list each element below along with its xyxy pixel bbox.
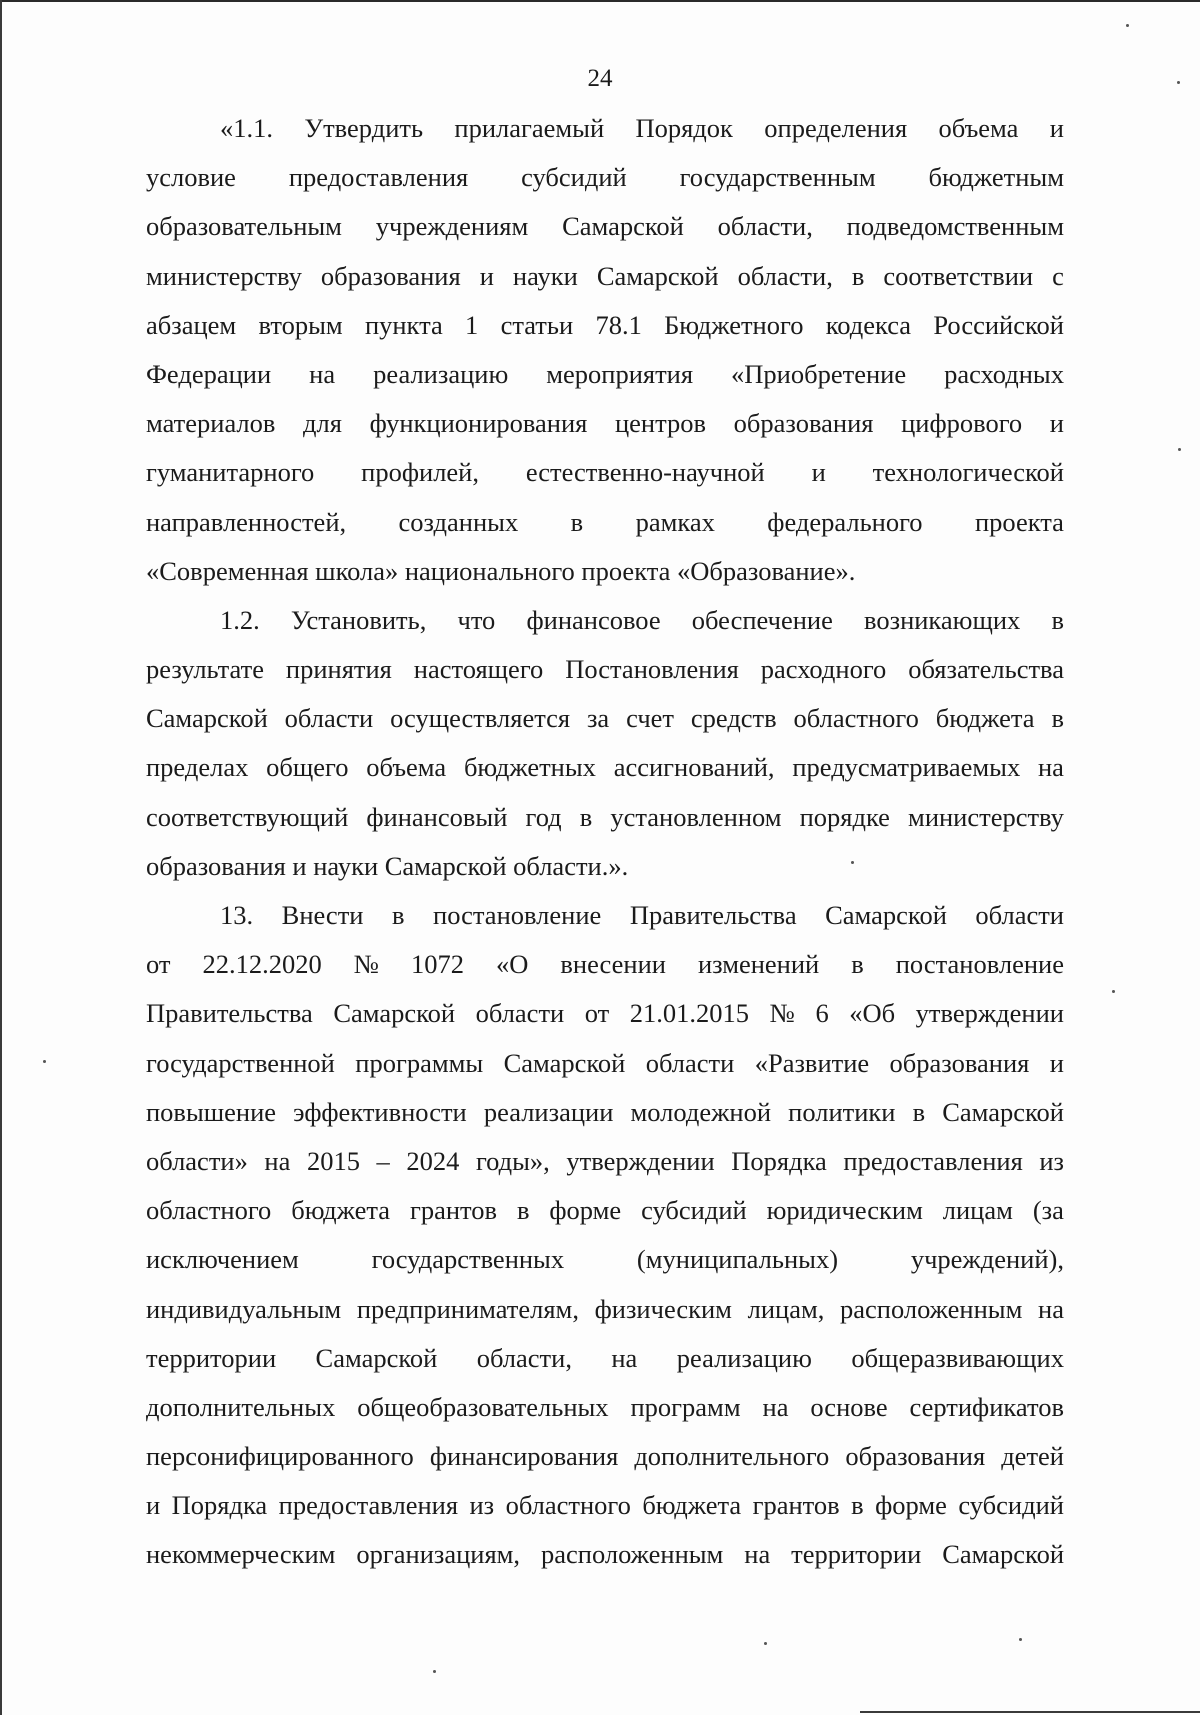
text-word: финансирования: [429, 1441, 619, 1472]
text-line: [146, 743, 1064, 792]
text-word: 2024: [406, 1145, 460, 1176]
text-word: повышение: [146, 1096, 277, 1127]
text-word: условие: [146, 162, 236, 193]
text-word: (за: [1032, 1195, 1064, 1226]
text-word: соответствии: [883, 260, 1034, 291]
text-word: абзацем: [146, 309, 237, 340]
text-word: осуществляется: [390, 703, 571, 734]
text-word: предоставления: [288, 162, 469, 193]
text-word: в: [851, 260, 865, 291]
text-word: из: [1039, 1145, 1064, 1176]
text-line: [146, 1432, 1064, 1481]
text-word: государственной: [146, 1047, 335, 1078]
text-word: кодекса: [825, 309, 912, 340]
text-word: в: [851, 949, 864, 980]
text-word: и: [1049, 1047, 1064, 1078]
text-word: юридическим: [766, 1195, 923, 1226]
text-word: образования: [733, 408, 874, 439]
text-word: 22.12.2020: [202, 949, 322, 980]
text-word: постановление: [895, 949, 1064, 980]
text-word: обязательства: [908, 654, 1064, 685]
scan-speck: [43, 1060, 46, 1063]
text-word: финансовое: [526, 604, 661, 635]
text-word: соответствующий: [146, 801, 349, 832]
text-line: [146, 1481, 1064, 1530]
text-word: в: [851, 1490, 864, 1521]
text-word: определения: [764, 113, 908, 143]
text-word: программ: [630, 1391, 741, 1422]
text-word: объема: [938, 113, 1019, 143]
text-word: установленном: [610, 801, 782, 832]
text-word: финансовый: [366, 801, 508, 832]
text-word: и: [1049, 408, 1064, 439]
text-word: исключением: [146, 1244, 299, 1275]
scan-speck: [764, 1642, 767, 1645]
text-word: на: [762, 1391, 789, 1422]
text-word: гуманитарного: [146, 457, 315, 488]
text-word: от: [146, 949, 171, 980]
text-word: рамках: [635, 506, 715, 537]
text-word: Самарской: [942, 1539, 1064, 1570]
text-word: изменений: [697, 949, 820, 980]
text-word: что: [457, 604, 496, 635]
text-word: областного: [146, 1195, 272, 1226]
text-word: статьи: [500, 309, 574, 340]
text-word: Федерации: [146, 358, 272, 389]
text-word: с: [1052, 260, 1064, 291]
text-word: –: [376, 1145, 390, 1176]
text-word: внесении: [560, 949, 666, 980]
text-word: предоставления: [278, 1490, 459, 1521]
text-word: 1072: [411, 949, 465, 980]
text-word: предусматриваемых: [792, 752, 1021, 783]
text-word: эффективности: [293, 1096, 467, 1127]
text-word: из: [469, 1490, 495, 1521]
text-word: территории: [791, 1539, 922, 1570]
text-word: области: [975, 900, 1064, 930]
text-word: для: [303, 408, 342, 439]
text-line: [146, 989, 1064, 1038]
text-word: детей: [1001, 1441, 1064, 1472]
text-line: [146, 1235, 1064, 1284]
text-line: [146, 1137, 1064, 1186]
text-word: «Развитие: [754, 1047, 870, 1078]
text-word: бюджета: [935, 703, 1035, 734]
text-word: естественно-научной: [525, 457, 765, 488]
text-word: Порядка: [171, 1490, 268, 1521]
text-word: от: [584, 998, 610, 1029]
text-line: [146, 202, 1064, 251]
text-word: на: [309, 358, 336, 389]
text-word: форме: [875, 1490, 947, 1521]
text-word: образования: [845, 1441, 986, 1472]
document-body: [146, 104, 1064, 1580]
text-word: области,: [737, 260, 833, 291]
text-line: [146, 645, 1064, 694]
text-word: годы»,: [475, 1145, 550, 1176]
text-word: ассигнований,: [613, 752, 775, 783]
scan-speck: [1112, 990, 1115, 993]
text-word: в: [1051, 604, 1064, 635]
text-word: молодежной: [630, 1096, 772, 1127]
text-word: реализации: [483, 1096, 614, 1127]
text-line: [146, 891, 1064, 940]
text-word: Самарской: [315, 1342, 438, 1373]
text-word: Правительства: [146, 998, 313, 1029]
text-line: [146, 1285, 1064, 1334]
text-line: [146, 301, 1064, 350]
text-word: лицам: [942, 1195, 1013, 1226]
text-word: Самарской: [942, 1096, 1064, 1127]
text-word: Самарской: [333, 998, 456, 1029]
text-word: персонифицированного: [146, 1441, 414, 1472]
text-word: на: [744, 1539, 771, 1570]
text-word: бюджетных: [463, 752, 596, 783]
text-word: обеспечение: [691, 604, 833, 635]
text-line: [146, 498, 1064, 547]
text-word: образовательным: [146, 211, 342, 242]
text-line: [146, 104, 1064, 153]
text-word: мероприятия: [546, 358, 694, 389]
text-line: [146, 1334, 1064, 1383]
text-word: средств: [690, 703, 777, 734]
text-word: 2015: [306, 1145, 360, 1176]
text-word: на: [264, 1145, 291, 1176]
text-word: в: [392, 900, 405, 930]
text-word: бюджета: [291, 1195, 391, 1226]
text-word: субсидий: [958, 1490, 1064, 1521]
text-word: в: [579, 801, 593, 832]
scan-speck: [1126, 24, 1129, 27]
scan-speck: [851, 861, 854, 864]
text-word: федерального: [767, 506, 923, 537]
text-word: Внести: [281, 900, 364, 930]
text-word: 6: [815, 998, 829, 1029]
text-word: расходных: [944, 358, 1064, 389]
text-word: области,: [476, 1342, 572, 1373]
text-word: некоммерческим: [146, 1539, 336, 1570]
text-line: [146, 694, 1064, 743]
text-word: пределах: [146, 752, 249, 783]
text-word: вторым: [258, 309, 343, 340]
text-word: в: [912, 1096, 926, 1127]
text-word: предпринимателям,: [356, 1293, 579, 1324]
text-word: субсидий: [521, 162, 627, 193]
text-word: форме: [549, 1195, 622, 1226]
text-word: 13.: [220, 900, 254, 930]
left-edge-rule: [0, 0, 2, 1715]
text-word: Самарской: [562, 211, 684, 242]
text-word: и: [479, 260, 494, 291]
text-word: №: [769, 998, 795, 1029]
text-line: [146, 252, 1064, 301]
text-word: на: [1038, 1293, 1064, 1324]
text-word: профилей,: [361, 457, 479, 488]
text-line: [146, 350, 1064, 399]
text-word: грантов: [409, 1195, 498, 1226]
text-word: реализацию: [373, 358, 509, 389]
text-word: территории: [146, 1342, 277, 1373]
text-line: [146, 1186, 1064, 1235]
text-word: сертификатов: [909, 1391, 1064, 1422]
scan-speck: [1019, 1638, 1022, 1641]
text-line: [146, 940, 1064, 989]
text-word: программы: [355, 1047, 484, 1078]
text-word: цифрового: [901, 408, 1023, 439]
text-word: Постановления: [565, 654, 739, 685]
text-word: науки: [512, 260, 578, 291]
text-word: расходного: [760, 654, 887, 685]
text-line: [146, 1530, 1064, 1579]
bottom-edge-rule: [860, 1711, 1200, 1713]
text-line: [146, 1039, 1064, 1088]
text-word: предоставления: [843, 1145, 1023, 1176]
text-word: порядке: [799, 801, 890, 832]
text-word: учреждениям: [375, 211, 529, 242]
text-word: 1: [465, 309, 479, 340]
text-word: прилагаемый: [454, 113, 605, 143]
text-line: [146, 793, 1064, 842]
text-word: политики: [788, 1096, 896, 1127]
text-word: бюджетным: [928, 162, 1064, 193]
text-line: «Современная школа» национального проекта «Образование».: [146, 555, 856, 586]
text-word: дополнительного: [634, 1441, 830, 1472]
text-word: Российской: [933, 309, 1064, 340]
text-word: №: [353, 949, 380, 980]
text-word: грантов: [752, 1490, 840, 1521]
text-word: утверждении: [915, 998, 1064, 1029]
text-word: и: [1049, 113, 1064, 143]
text-word: настоящего: [413, 654, 544, 685]
text-word: области: [475, 998, 565, 1029]
text-word: центров: [614, 408, 707, 439]
text-word: технологической: [872, 457, 1064, 488]
text-word: подведомственным: [846, 211, 1064, 242]
text-word: на: [1037, 752, 1064, 783]
text-word: общеразвивающих: [851, 1342, 1064, 1373]
text-word: счет: [626, 703, 674, 734]
text-word: образования: [889, 1047, 1030, 1078]
text-line: [146, 448, 1064, 497]
text-word: дополнительных: [146, 1391, 336, 1422]
text-word: «1.1.: [220, 113, 273, 143]
text-line: [146, 1088, 1064, 1137]
text-word: функционирования: [369, 408, 588, 439]
text-word: 1.2.: [220, 604, 260, 635]
text-word: реализацию: [676, 1342, 812, 1373]
text-word: организациям,: [356, 1539, 521, 1570]
text-word: Порядка: [731, 1145, 827, 1176]
text-word: министерству: [908, 801, 1064, 832]
text-word: направленностей,: [146, 506, 347, 537]
text-word: за: [586, 703, 610, 734]
text-word: Правительства: [629, 900, 797, 930]
text-word: министерству: [146, 260, 302, 291]
text-word: проекта: [974, 506, 1064, 537]
text-word: общеобразовательных: [357, 1391, 609, 1422]
text-word: постановление: [433, 900, 602, 930]
top-edge-rule: [0, 0, 1200, 2]
text-word: результате: [146, 654, 264, 685]
text-word: «О: [496, 949, 529, 980]
scan-speck: [1178, 448, 1181, 451]
text-word: Установить,: [290, 604, 427, 635]
text-word: возникающих: [864, 604, 1021, 635]
text-word: пункта: [364, 309, 443, 340]
text-word: Утвердить: [304, 113, 424, 143]
text-word: утверждении: [566, 1145, 715, 1176]
text-word: (муниципальных): [636, 1244, 839, 1275]
text-word: областного: [793, 703, 919, 734]
text-word: и: [811, 457, 826, 488]
text-word: расположенным: [541, 1539, 724, 1570]
text-word: в: [1051, 703, 1064, 734]
text-word: субсидий: [641, 1195, 747, 1226]
text-word: расположенным: [840, 1293, 1023, 1324]
text-line: [146, 399, 1064, 448]
text-word: 21.01.2015: [629, 998, 750, 1029]
text-word: образования: [320, 260, 461, 291]
text-word: области,: [717, 211, 813, 242]
text-word: 78.1: [595, 309, 642, 340]
text-word: Самарской: [146, 703, 268, 734]
text-word: физическим: [594, 1293, 732, 1324]
text-word: областного: [505, 1490, 631, 1521]
text-word: бюджета: [642, 1490, 742, 1521]
text-word: области»: [146, 1145, 248, 1176]
text-word: Самарской: [503, 1047, 626, 1078]
text-word: основе: [810, 1391, 888, 1422]
text-word: «Приобретение: [731, 358, 907, 389]
text-word: в: [516, 1195, 530, 1226]
text-word: государственным: [679, 162, 876, 193]
text-word: государственных: [371, 1244, 565, 1275]
text-word: Порядок: [635, 113, 733, 143]
text-word: материалов: [146, 408, 276, 439]
text-line: [146, 596, 1064, 645]
text-word: «Об: [849, 998, 896, 1029]
text-word: созданных: [398, 506, 519, 537]
text-line: [146, 153, 1064, 202]
text-word: Самарской: [596, 260, 719, 291]
text-word: области: [284, 703, 374, 734]
scan-speck: [1177, 81, 1180, 84]
text-word: области: [645, 1047, 735, 1078]
text-word: индивидуальным: [146, 1293, 342, 1324]
text-word: учреждений),: [910, 1244, 1064, 1275]
page-number: 24: [587, 65, 613, 92]
text-line: образования и науки Самарской области.».: [146, 850, 629, 881]
text-word: и: [146, 1490, 161, 1521]
text-word: Самарской: [825, 900, 947, 930]
text-word: в: [570, 506, 584, 537]
text-line: [146, 1383, 1064, 1432]
scan-speck: [433, 1670, 436, 1673]
text-word: объема: [366, 752, 447, 783]
text-word: общего: [266, 752, 349, 783]
text-word: год: [525, 801, 562, 832]
text-word: принятия: [285, 654, 392, 685]
text-word: на: [611, 1342, 638, 1373]
text-word: лицам,: [747, 1293, 825, 1324]
text-word: Бюджетного: [664, 309, 804, 340]
